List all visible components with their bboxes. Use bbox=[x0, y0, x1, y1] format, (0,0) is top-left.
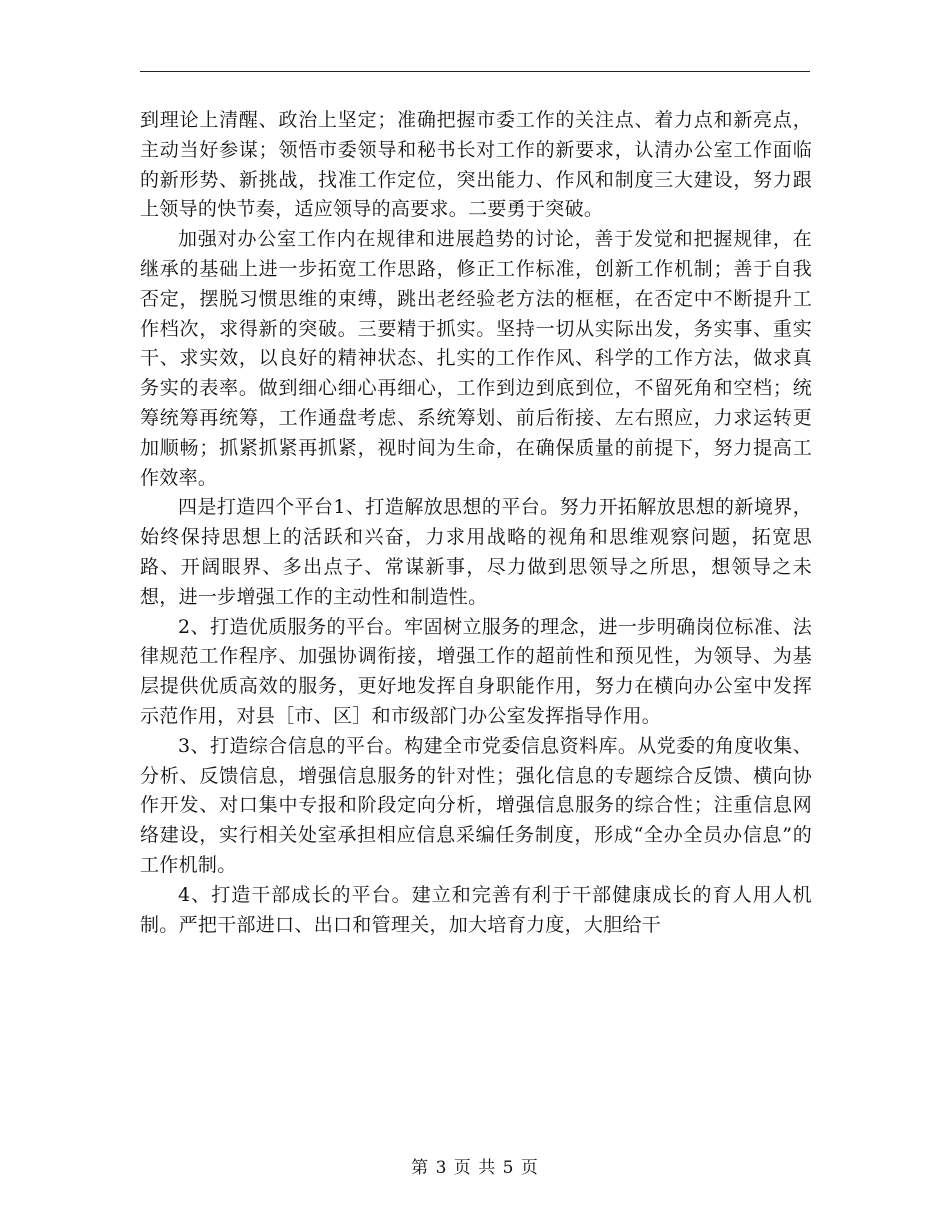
paragraph-3: 四是打造四个平台1、打造解放思想的平台。努力开拓解放思想的新境界，始终保持思想上的活跃和兴奋，力求用战略的视角和思维观察问题，拓宽思路、开阔眼界、多出点子、常谋新事，尽力做到思领导之所思，想领导之未想，进一步增强工作的主动性和制造性。 bbox=[140, 496, 812, 608]
paragraph-2: 加强对办公室工作内在规律和进展趋势的讨论，善于发觉和把握规律，在继承的基础上进一步拓宽工作思路，修正工作标准，创新工作机制；善于自我否定，摆脱习惯思维的束缚，跳出老经验老方法的框框，在否定中不断提升工作档次，求得新的突破。三要精于抓实。坚持一切从实际出发，务实事、重实干、求实效，以良好的精神状态、扎实的工作作风、科学的工作方法，做求真务实的表率。做到细心细心再细心，工作到边到底到位，不留死角和空档；统筹统筹再统筹，工作通盘考虑、系统筹划、前后衔接、左右照应，力求运转更加顺畅；抓紧抓紧再抓紧，视时间为生命，在确保质量的前提下，努力提高工作效率。 bbox=[140, 228, 812, 489]
page-number-label: 第 3 页 共 5 页 bbox=[411, 1158, 539, 1178]
paragraph-5: 3、打造综合信息的平台。构建全市党委信息资料库。从党委的角度收集、分析、反馈信息，增强信息服务的针对性；强化信息的专题综合反馈、横向协作开发、对口集中专报和阶段定向分析，增强信息服务的综合性；注重信息网络建设，实行相关处室承担相应信息采编任务制度，形成“全办全员办信息”的工作机制。 bbox=[140, 734, 812, 876]
page-footer bbox=[0, 1153, 950, 1178]
header-rule bbox=[140, 71, 810, 72]
paragraph-4: 2、打造优质服务的平台。牢固树立服务的理念，进一步明确岗位标准、法律规范工作程序、加强协调衔接，增强工作的超前性和预见性，为领导、为基层提供优质高效的服务，更好地发挥自身职能作用，努力在横向办公室中发挥示范作用，对县［市、区］和市级部门办公室发挥指导作用。 bbox=[140, 615, 812, 727]
document-body bbox=[140, 106, 812, 940]
paragraph-1: 到理论上清醒、政治上坚定；准确把握市委工作的关注点、着力点和新亮点，主动当好参谋；领悟市委领导和秘书长对工作的新要求，认清办公室工作面临的新形势、新挑战，找准工作定位，突出能力、作风和制度三大建设，努力跟上领导的快节奏，适应领导的高要求。二要勇于突破。 bbox=[140, 109, 812, 221]
paragraph-6: 4、打造干部成长的平台。建立和完善有利于干部健康成长的育人用人机制。严把干部进口、出口和管理关，加大培育力度，大胆给干 bbox=[140, 883, 812, 936]
